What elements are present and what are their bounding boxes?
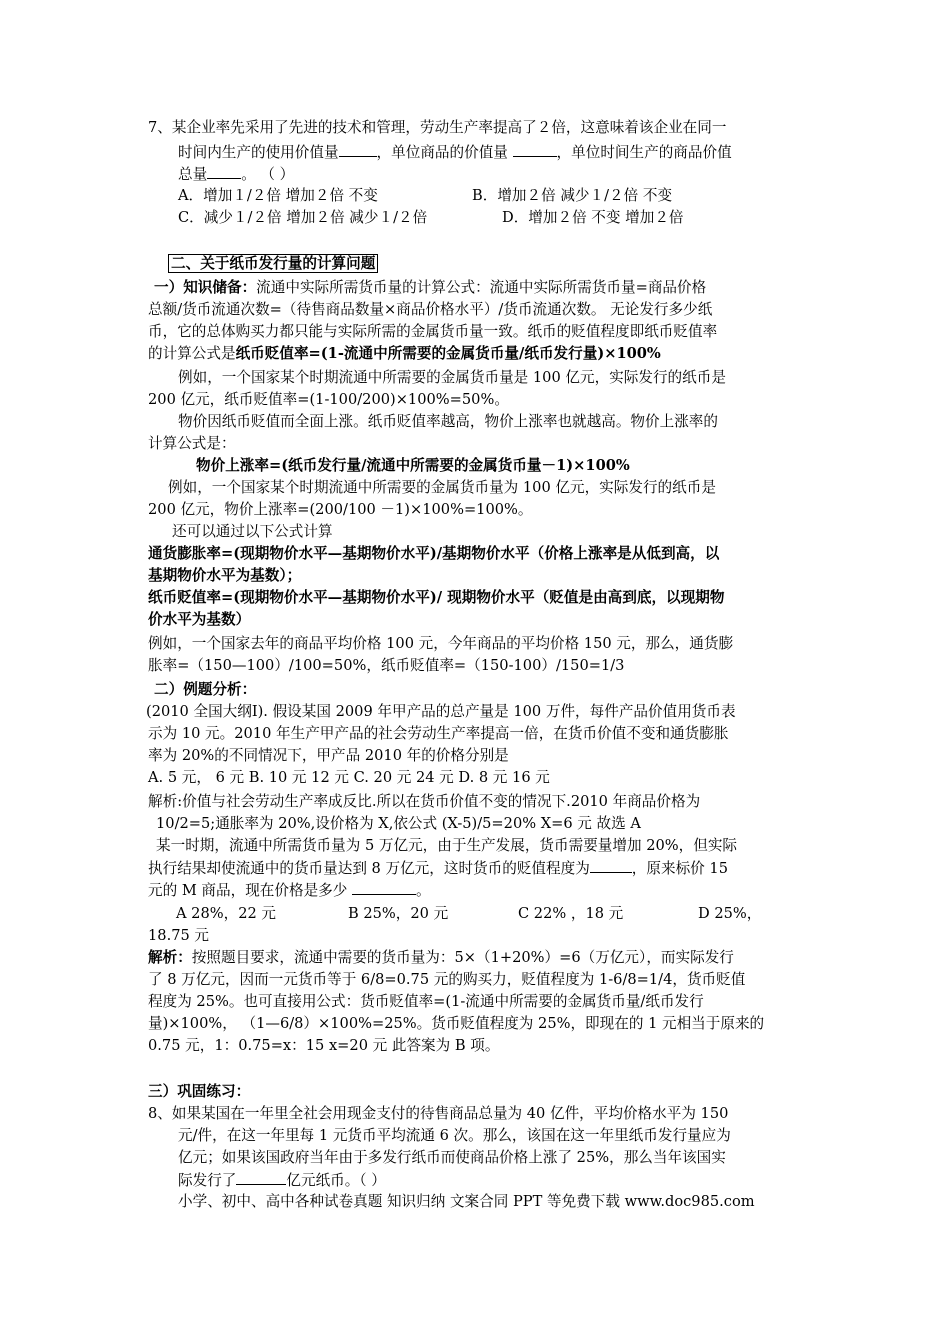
answer-blank [352, 880, 416, 895]
price-rise-line1: 物价因纸币贬值而全面上涨。纸币贬值率越高，物价上涨率也就越高。物价上涨率的 [178, 413, 718, 430]
example2-line2: 200 亿元，物价上涨率=(200/100 －1)×100%=100%。 [148, 501, 533, 518]
analysis-label: 解析： [148, 949, 192, 966]
footer-note: 小学、初中、高中各种试卷真题 知识归纳 文案合同 PPT 等免费下载 www.doc985.com [178, 1193, 755, 1210]
ex2-line3-text: 元的 M 商品，现在价格是多少 [148, 882, 352, 899]
q7-line1: 7、某企业率先采用了先进的技术和管理，劳动生产率提高了２倍，这意味着该企业在同一 [148, 119, 727, 136]
formula-inflation-line2: 基期物价水平为基数）； [148, 567, 302, 584]
ex2-option-c: C 22% ，18 元 [518, 905, 624, 922]
ex2-option-a: A 28%，22 元 [176, 905, 277, 922]
example1-line1: 例如，一个国家某个时期流通中所需要的金属货币量是 100 亿元，实际发行的纸币是 [178, 369, 726, 386]
answer-blank [236, 1170, 286, 1185]
ex1-line2: 示为 10 元。2010 年生产甲产品的社会劳动生产率提高一倍，在货币价值不变和通货膨胀 [148, 725, 729, 742]
ex2-option-d-cont: 18.75 元 [148, 927, 210, 944]
ex1-line3: 率为 20%的不同情况下，甲产品 2010 年的价格分别是 [148, 747, 509, 764]
section-heading-box: 二、关于纸币发行量的计算问题 [168, 254, 378, 273]
ex2-line2-tail: ，原来标价 15 [631, 860, 728, 877]
ex2-analysis-line3: 程度为 25%。也可直接用公式：货币贬值率=(1-流通中所需要的金属货币量/纸币发行 [148, 993, 704, 1010]
formula-devalue-line1: 纸币贬值率=(现期物价水平—基期物价水平)/ 现期物价水平（贬值是由高到底，以现期物 [148, 589, 725, 606]
q7-option-a: A．增加１/２倍 增加２倍 不变 [178, 187, 378, 204]
ex2-line3 [148, 880, 431, 901]
q7-line2-part3: ，单位时间生产的商品价值 [556, 144, 732, 161]
ex1-line1: (2010 全国大纲Ⅰ). 假设某国 2009 年甲产品的总产量是 100 万件，每件产品价值用货币表 [146, 703, 736, 720]
ex1-analysis-line2: 10/2=5;通胀率为 20%,设价格为 X,依公式 (X-5)/5=20% X=6 元 故选 A [156, 815, 641, 832]
q7-line3 [178, 164, 294, 185]
example3-line1: 例如，一个国家去年的商品平均价格 100 元，今年商品的平均价格 150 元，那么，通货膨 [148, 635, 734, 652]
example3-line2: 胀率=（150—100）/100=50%，纸币贬值率=（150-100）/150=1/3 [148, 657, 625, 674]
knowledge-line4 [148, 344, 661, 364]
ex2-line2 [148, 858, 728, 879]
q7-line2 [178, 142, 732, 163]
knowledge-line3: 币，它的总体购买力都只能与实际所需的金属货币量一致。纸币的贬值程度即纸币贬值率 [148, 323, 718, 340]
ex2-option-b: B 25%，20 元 [348, 905, 449, 922]
ex2-line2-text: 执行结果却使流通中的货币量达到 8 万亿元，这时货币的贬值程度为 [148, 860, 590, 877]
q8-line1: 8、如果某国在一年里全社会用现金支付的待售商品总量为 40 亿件，平均价格水平为 150 [148, 1105, 729, 1122]
q7-line2-part1: 时间内生产的使用价值量 [178, 144, 339, 161]
ex2-line1: 某一时期，流通中所需货币量为 5 万亿元，由于生产发展，货币需要量增加 20%，但实际 [156, 837, 738, 854]
price-rise-line2: 计算公式是： [148, 435, 236, 452]
ex2-analysis-line1 [148, 948, 734, 968]
ex1-options: A. 5 元， 6 元 B. 10 元 12 元 C. 20 元 24 元 D. 8 元 16 元 [148, 769, 550, 786]
ex2-line3-tail: 。 [416, 882, 431, 899]
section-heading [168, 254, 378, 274]
ex2-analysis-line4: 量)×100%， （1—6/8）×100%=25%。货币贬值程度为 25%，即现在的 1 元相当于原来的 [148, 1015, 765, 1032]
formula-depreciation: 纸币贬值率=(1-流通中所需要的金属货币量/纸币发行量)×100% [235, 345, 661, 362]
answer-blank [513, 142, 557, 157]
knowledge-line1 [154, 278, 706, 298]
subheading-examples: 二）例题分析： [154, 681, 257, 698]
q8-line4 [178, 1170, 386, 1191]
knowledge-line4-text: 的计算公式是 [148, 345, 236, 362]
q8-line4-text: 际发行了 [178, 1172, 237, 1189]
answer-blank [590, 858, 632, 873]
formula-devalue-line2: 价水平为基数） [148, 611, 251, 628]
q7-line2-part2: ，单位商品的价值量 [376, 144, 513, 161]
formula-inflation-line1: 通货膨胀率=(现期物价水平—基期物价水平)/基期物价水平（价格上涨率是从低到高，以 [148, 545, 720, 562]
q7-option-c: C．减少１/２倍 增加２倍 减少１/２倍 [178, 209, 428, 226]
q7-option-b: B．增加２倍 减少１/２倍 不变 [472, 187, 673, 204]
ex2-option-d: D 25%， [698, 905, 762, 922]
q8-line4-tail: 亿元纸币。（ ） [286, 1172, 386, 1189]
subheading-practice: 三）巩固练习： [148, 1083, 251, 1100]
q8-line3: 亿元；如果该国政府当年由于多发行纸币而使商品价格上涨了 25%，那么当年该国实 [178, 1149, 726, 1166]
answer-blank [339, 142, 377, 157]
q8-line2: 元/件，在这一年里每 1 元货币平均流通 6 次。那么，该国在这一年里纸币发行量应为 [178, 1127, 731, 1144]
answer-blank [207, 164, 241, 179]
q7-line3-part2: 。 （ ） [241, 166, 295, 183]
ex2-analysis-line2: 了 8 万亿元，因而一元货币等于 6/8=0.75 元的购买力，贬值程度为 1-6/8=1/4，货币贬值 [148, 971, 746, 988]
q7-option-d: D．增加２倍 不变 增加２倍 [502, 209, 684, 226]
formula-price-rise: 物价上涨率=(纸币发行量/流通中所需要的金属货币量－1)×100% [196, 457, 630, 474]
example2-line1: 例如，一个国家某个时期流通中所需要的金属货币量为 100 亿元，实际发行的纸币是 [168, 479, 716, 496]
also-formula-text: 还可以通过以下公式计算 [172, 523, 333, 540]
subheading-knowledge: 一）知识储备： [154, 279, 257, 296]
ex2-analysis-line5: 0.75 元，1：0.75=x：15 x=20 元 此答案为 B 项。 [148, 1037, 500, 1054]
knowledge-line2: 总额/货币流通次数=（待售商品数量×商品价格水平）/货币流通次数。 无论发行多少纸 [148, 301, 713, 318]
ex2-analysis-text: 按照题目要求，流通中需要的货币量为：5×（1+20%）=6（万亿元），而实际发行 [191, 949, 734, 966]
ex1-analysis-line1: 解析:价值与社会劳动生产率成反比.所以在货币价值不变的情况下.2010 年商品价格为 [148, 793, 701, 810]
knowledge-text: 流通中实际所需货币量的计算公式：流通中实际所需货币量=商品价格 [256, 279, 707, 296]
example1-line2: 200 亿元，纸币贬值率=(1-100/200)×100%=50%。 [148, 391, 509, 408]
q7-line3-part1: 总量 [178, 166, 208, 183]
